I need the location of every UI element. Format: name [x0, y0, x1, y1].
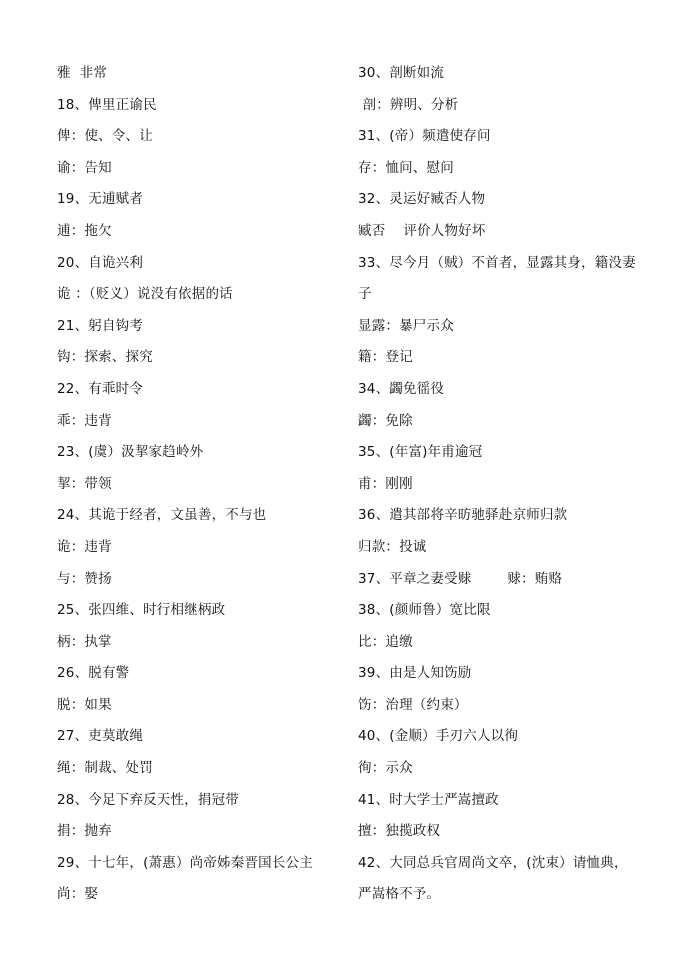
right-column-line: 34、蠲免徭役: [358, 380, 445, 397]
right-column-line: 35、(年富)年甫逾冠: [358, 444, 483, 461]
right-column-line: 39、由是人知饬励: [358, 665, 472, 682]
right-column-line: 子: [358, 286, 372, 303]
left-column-line: 挈：带领: [57, 475, 112, 492]
left-column-line: 俾：使、令、让: [57, 128, 153, 145]
right-column-line: 42、大同总兵官周尚文卒，(沈束）请恤典，: [358, 854, 628, 871]
right-column-line: 40、(金顺）手刃六人以徇: [358, 728, 519, 745]
right-column-line: 擅：独揽政权: [358, 823, 441, 840]
right-column-line: 32、灵运好臧否人物: [358, 191, 486, 208]
left-column-line: 乖：违背: [57, 412, 112, 429]
right-column-line: 36、遣其部将辛昉驰驿赴京师归款: [358, 507, 568, 524]
right-column-line: 臧否 评价人物好坏: [358, 222, 486, 239]
right-column-line: 饬：治理（约束）: [358, 696, 468, 713]
left-column-line: 捐：抛弃: [57, 823, 112, 840]
left-column-line: 24、其诡于经者，文虽善，不与也: [57, 507, 267, 524]
right-column-line: 存：恤问、慰问: [358, 159, 454, 176]
left-column-line: 柄：执掌: [57, 633, 112, 650]
right-column-line: 38、(颜师鲁）宽比限: [358, 602, 491, 619]
left-column-line: 22、有乖时令: [57, 380, 144, 397]
left-column-line: 钩：探索、探究: [57, 349, 153, 366]
left-column-line: 21、躬自钩考: [57, 317, 144, 334]
left-column-line: 逋：拖欠: [57, 222, 112, 239]
left-column-line: 23、(虞）汲挈家趋岭外: [57, 444, 204, 461]
right-column-line: 严嵩格不予。: [358, 886, 441, 903]
left-column-line: 18、俾里正谕民: [57, 96, 157, 113]
right-column: [358, 61, 658, 914]
right-column-line: 甫：刚刚: [358, 475, 413, 492]
left-column-line: 雅 非常: [57, 65, 108, 81]
right-column-line: 显露：暴尸示众: [358, 317, 454, 334]
right-column-line: 33、尽今月（贼）不首者，显露其身，籍没妻: [358, 254, 636, 271]
left-column-line: 29、十七年，(萧惠）尚帝姊秦晋国长公主: [57, 854, 313, 871]
left-column-line: 19、无逋赋者: [57, 191, 144, 208]
right-column-line: 31、(帝）频遣使存问: [358, 128, 491, 145]
right-column-line: 归款：投诚: [358, 538, 427, 555]
right-column-line: 剖：辨明、分析: [358, 96, 459, 113]
left-column-line: 20、自诡兴利: [57, 254, 144, 271]
right-column-line: 41、时大学士严嵩擅政: [358, 791, 499, 808]
left-column-line: 谕：告知: [57, 159, 112, 176]
left-column-line: 诡 ：（贬义）说没有依据的话: [57, 286, 233, 303]
left-column-line: 绳：制裁、处罚: [57, 760, 153, 777]
left-column-line: 与：赞扬: [57, 570, 112, 587]
left-column-line: 尚：娶: [57, 886, 99, 903]
right-column-line: 徇：示众: [358, 760, 413, 777]
right-column-line: 蠲：免除: [358, 412, 413, 429]
left-column-line: 脱：如果: [57, 696, 112, 713]
right-column-line: 30、剖断如流: [358, 65, 445, 81]
left-column-line: 26、脱有警: [57, 665, 130, 682]
left-column: [57, 61, 377, 914]
left-column-line: 25、张四维、时行相继柄政: [57, 602, 226, 619]
left-column-line: 诡：违背: [57, 538, 112, 555]
left-column-line: 28、今足下弃反天性，捐冠带: [57, 791, 239, 808]
right-column-line: 比：追缴: [358, 633, 413, 650]
right-column-line: 籍：登记: [358, 349, 413, 366]
left-column-line: 27、吏莫敢绳: [57, 728, 144, 745]
right-column-line: 37、平章之妻受赇 赇：贿赂: [358, 570, 563, 587]
